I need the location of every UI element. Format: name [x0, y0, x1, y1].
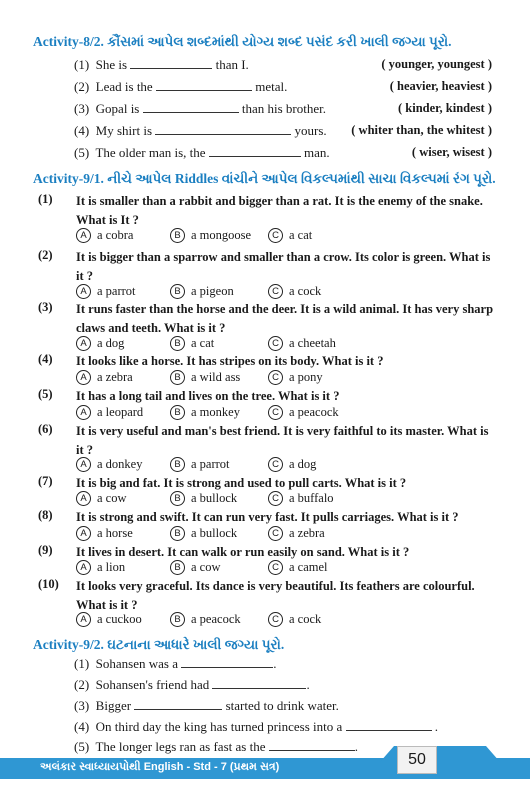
- riddle-question: It is smaller than a rabbit and bigger than a rat. It is the enemy of the snake. What is It ?: [76, 194, 483, 227]
- option-label: a cheetah: [289, 336, 336, 350]
- riddle-number: (8): [38, 508, 53, 522]
- answer-options: [76, 560, 476, 576]
- option-label: a cat: [289, 228, 313, 242]
- item-text-after: than his brother.: [241, 101, 327, 116]
- option-a-bubble[interactable]: A: [76, 457, 91, 472]
- word-options-2: ( heavier, heaviest ): [389, 79, 492, 93]
- item-number: (1): [74, 57, 90, 72]
- option-b[interactable]: [170, 284, 234, 299]
- riddle-number: (4): [38, 352, 53, 366]
- option-label: a pigeon: [191, 284, 234, 298]
- riddle-number: (2): [38, 248, 53, 262]
- blank-line: [269, 739, 355, 751]
- option-c-bubble[interactable]: C: [268, 336, 283, 351]
- item-number: (3): [74, 698, 90, 713]
- option-a[interactable]: [76, 284, 136, 299]
- option-c-bubble[interactable]: C: [268, 560, 283, 575]
- option-a-bubble[interactable]: A: [76, 491, 91, 506]
- option-b-bubble[interactable]: B: [170, 457, 185, 472]
- item-text-before: Sohansen was a: [95, 656, 178, 671]
- option-a-bubble[interactable]: A: [76, 370, 91, 385]
- riddle-question: It looks like a horse. It has stripes on its body. What is it ?: [76, 354, 384, 368]
- fill-item-4: [74, 123, 327, 139]
- riddle-question: It has a long tail and lives on the tree. What is it ?: [76, 389, 340, 403]
- option-b[interactable]: [170, 370, 240, 385]
- fill-item-4: [74, 719, 438, 735]
- option-b-bubble[interactable]: B: [170, 228, 185, 243]
- option-label: a monkey: [191, 405, 240, 419]
- blank-line: [212, 677, 306, 689]
- riddle-number: (1): [38, 192, 53, 206]
- item-text-before: Lead is the: [95, 79, 153, 94]
- option-c-bubble[interactable]: C: [268, 526, 283, 541]
- option-c[interactable]: [268, 491, 334, 506]
- item-text-after: .: [354, 739, 358, 754]
- item-number: (1): [74, 656, 90, 671]
- option-c[interactable]: [268, 370, 323, 385]
- option-b-bubble[interactable]: B: [170, 612, 185, 627]
- riddle-number: (3): [38, 300, 53, 314]
- option-b-bubble[interactable]: B: [170, 336, 185, 351]
- answer-options: [76, 491, 476, 507]
- item-text-after: .: [273, 656, 277, 671]
- activity-8-2-heading: Activity-8/2. કૌંસમાં આપેલ શબ્દમાંથી યોગ્ય શબ્દ પસંદ કરી ખાલી જગ્યા પૂરો.: [33, 34, 452, 49]
- option-label: a parrot: [97, 284, 136, 298]
- option-b-bubble[interactable]: B: [170, 405, 185, 420]
- item-text-after: .: [434, 719, 439, 734]
- option-b-bubble[interactable]: B: [170, 491, 185, 506]
- option-label: a cow: [191, 560, 221, 574]
- riddle-question: It is very useful and man's best friend. It is very faithful to its master. What is it ?: [76, 424, 489, 457]
- fill-item-2: [74, 677, 310, 693]
- riddle-number: (6): [38, 422, 53, 436]
- option-b[interactable]: [170, 612, 241, 627]
- answer-options: [76, 284, 476, 300]
- option-a[interactable]: [76, 336, 124, 351]
- activity-9-1-heading: Activity-9/1. નીચે આપેલ Riddles વાંચીને આપેલ વિકલ્પમાંથી સાચા વિકલ્પમાં રંગ પૂરો.: [33, 171, 496, 186]
- option-c[interactable]: [268, 560, 328, 575]
- item-text-after: .: [306, 677, 310, 692]
- option-label: a peacock: [289, 405, 339, 419]
- riddle-number: (7): [38, 474, 53, 488]
- option-a-bubble[interactable]: A: [76, 336, 91, 351]
- blank-line: [346, 719, 432, 731]
- item-text-before: She is: [95, 57, 128, 72]
- option-a[interactable]: [76, 560, 125, 575]
- fill-item-1: [74, 57, 249, 73]
- item-number: (4): [74, 123, 90, 138]
- item-number: (4): [74, 719, 90, 734]
- option-a[interactable]: [76, 228, 133, 243]
- riddle-number: (5): [38, 387, 53, 401]
- riddle-question: It looks very graceful. Its dance is very beautiful. Its feathers are colourful. What is it ?: [76, 579, 475, 612]
- option-a[interactable]: [76, 370, 133, 385]
- item-text-after: metal.: [255, 79, 288, 94]
- option-a-bubble[interactable]: A: [76, 284, 91, 299]
- item-text-after: yours.: [294, 123, 327, 138]
- riddle-question: It is strong and swift. It can run very fast. It pulls carriages. What is it ?: [76, 510, 459, 524]
- option-a[interactable]: [76, 526, 133, 541]
- option-b-bubble[interactable]: B: [170, 526, 185, 541]
- option-b[interactable]: [170, 491, 237, 506]
- fill-item-5: [74, 145, 330, 161]
- option-label: a peacock: [191, 612, 241, 626]
- option-c-bubble[interactable]: C: [268, 228, 283, 243]
- option-a[interactable]: [76, 457, 142, 472]
- option-c[interactable]: [268, 284, 321, 299]
- item-number: (2): [74, 79, 90, 94]
- item-text-before: The older man is, the: [95, 145, 206, 160]
- footer-book-title: અલંકાર સ્વાધ્યાયપોથી English - Std - 7 (પ્રથમ સત્ર): [40, 761, 280, 773]
- blank-line: [155, 123, 291, 135]
- option-b[interactable]: [170, 405, 240, 420]
- option-c-bubble[interactable]: C: [268, 284, 283, 299]
- option-label: a donkey: [97, 457, 143, 471]
- option-a-bubble[interactable]: A: [76, 612, 91, 627]
- answer-options: [76, 526, 476, 542]
- option-label: a bullock: [191, 526, 238, 540]
- option-b-bubble[interactable]: B: [170, 284, 185, 299]
- option-label: a cat: [191, 336, 215, 350]
- option-label: a camel: [289, 560, 328, 574]
- answer-options: [76, 228, 476, 244]
- fill-item-3: [74, 698, 339, 714]
- option-a-bubble[interactable]: A: [76, 228, 91, 243]
- option-b[interactable]: [170, 457, 230, 472]
- item-text-after: started to drink water.: [225, 698, 339, 713]
- riddle-question: It lives in desert. It can walk or run easily on sand. What is it ?: [76, 545, 410, 559]
- option-label: a wild ass: [191, 370, 241, 384]
- option-c[interactable]: [268, 612, 321, 627]
- blank-line: [134, 698, 222, 710]
- option-label: a cow: [97, 491, 127, 505]
- option-a[interactable]: [76, 405, 143, 420]
- option-c[interactable]: [268, 228, 312, 243]
- option-b-bubble[interactable]: B: [170, 560, 185, 575]
- word-options-4: ( whiter than, the whitest ): [351, 123, 492, 137]
- option-c[interactable]: [268, 457, 316, 472]
- option-label: a dog: [289, 457, 317, 471]
- item-text-before: Sohansen's friend had: [95, 677, 210, 692]
- blank-line: [130, 57, 212, 69]
- item-text-before: On third day the king has turned princess into a: [95, 719, 343, 734]
- answer-options: [76, 457, 476, 473]
- option-label: a leopard: [97, 405, 144, 419]
- item-text-after: than I.: [215, 57, 249, 72]
- option-label: a lion: [97, 560, 126, 574]
- activity-9-2-heading: Activity-9/2. ઘટનાના આધારે ખાલી જગ્યા પૂરો.: [33, 637, 285, 652]
- word-options-3: ( kinder, kindest ): [397, 101, 492, 115]
- page-number: 50: [397, 746, 437, 774]
- item-number: (5): [74, 145, 90, 160]
- word-options-5: ( wiser, wisest ): [411, 145, 492, 159]
- option-a-bubble[interactable]: A: [76, 560, 91, 575]
- option-b[interactable]: [170, 336, 214, 351]
- blank-line: [181, 656, 273, 668]
- option-a[interactable]: [76, 491, 127, 506]
- option-c-bubble[interactable]: C: [268, 457, 283, 472]
- option-b[interactable]: [170, 526, 237, 541]
- option-c[interactable]: [268, 526, 325, 541]
- riddle-number: (10): [38, 577, 59, 591]
- answer-options: [76, 336, 476, 352]
- item-text-before: The longer legs ran as fast as the: [95, 739, 266, 754]
- fill-item-1: [74, 656, 277, 672]
- option-c[interactable]: [268, 336, 336, 351]
- answer-options: [76, 612, 476, 628]
- option-label: a dog: [97, 336, 125, 350]
- item-number: (5): [74, 739, 90, 754]
- blank-line: [156, 79, 252, 91]
- option-label: a zebra: [97, 370, 133, 384]
- option-label: a zebra: [289, 526, 325, 540]
- option-label: a cock: [289, 612, 322, 626]
- option-c-bubble[interactable]: C: [268, 370, 283, 385]
- option-label: a mongoose: [191, 228, 252, 242]
- blank-line: [143, 101, 239, 113]
- answer-options: [76, 370, 476, 386]
- fill-item-3: [74, 101, 326, 117]
- riddle-question: It runs faster than the horse and the deer. It is a wild animal. It has very sharp claws and teeth. What is it ?: [76, 302, 494, 335]
- option-label: a cobra: [97, 228, 134, 242]
- item-text-before: My shirt is: [95, 123, 153, 138]
- option-b-bubble[interactable]: B: [170, 370, 185, 385]
- option-label: a cuckoo: [97, 612, 142, 626]
- option-a[interactable]: [76, 612, 142, 627]
- option-c-bubble[interactable]: C: [268, 405, 283, 420]
- riddle-question: It is bigger than a sparrow and smaller than a crow. Its color is green. What is it ?: [76, 250, 491, 283]
- item-text-before: Bigger: [95, 698, 132, 713]
- item-number: (3): [74, 101, 90, 116]
- option-b[interactable]: [170, 560, 221, 575]
- option-label: a buffalo: [289, 491, 334, 505]
- option-label: a pony: [289, 370, 323, 384]
- option-c-bubble[interactable]: C: [268, 491, 283, 506]
- option-a-bubble[interactable]: A: [76, 405, 91, 420]
- word-options-1: ( younger, youngest ): [381, 57, 492, 71]
- option-a-bubble[interactable]: A: [76, 526, 91, 541]
- option-label: a cock: [289, 284, 322, 298]
- option-label: a parrot: [191, 457, 230, 471]
- riddle-question: It is big and fat. It is strong and used to pull carts. What is it ?: [76, 476, 407, 490]
- option-label: a horse: [97, 526, 133, 540]
- option-label: a bullock: [191, 491, 238, 505]
- fill-item-5: [74, 739, 358, 755]
- answer-options: [76, 405, 476, 421]
- item-text-before: Gopal is: [95, 101, 140, 116]
- blank-line: [209, 145, 301, 157]
- fill-item-2: [74, 79, 287, 95]
- option-b[interactable]: [170, 228, 251, 243]
- riddle-number: (9): [38, 543, 53, 557]
- option-c[interactable]: [268, 405, 339, 420]
- item-text-after: man.: [304, 145, 330, 160]
- item-number: (2): [74, 677, 90, 692]
- option-c-bubble[interactable]: C: [268, 612, 283, 627]
